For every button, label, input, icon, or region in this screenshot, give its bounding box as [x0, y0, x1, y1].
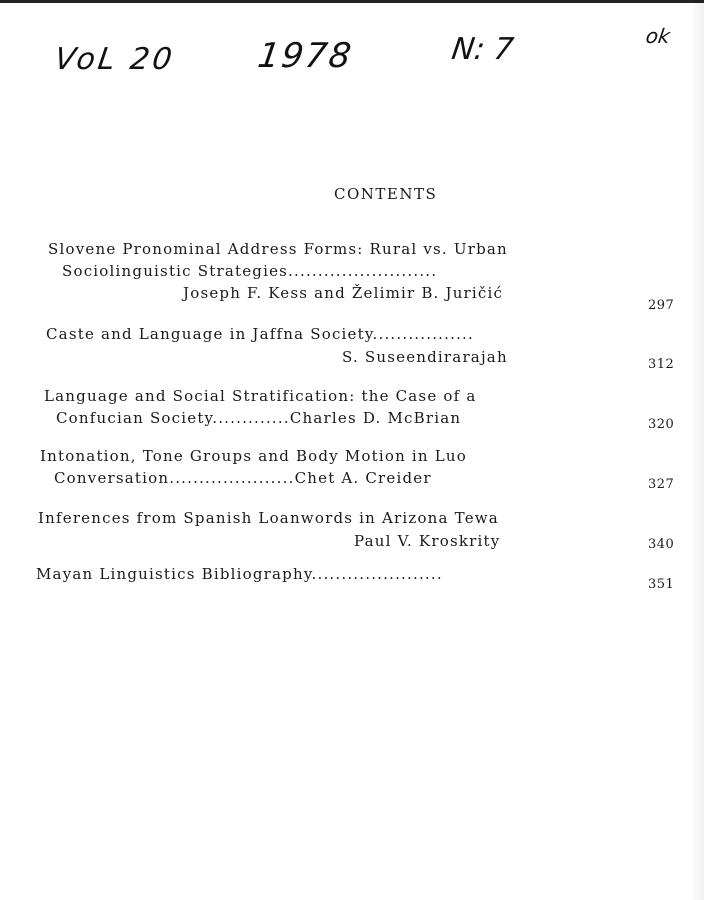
- handwritten-number: N: 7: [449, 32, 516, 67]
- toc-entry-author: S. Suseendirarajah: [342, 348, 508, 366]
- toc-entry-page: 320: [648, 417, 675, 432]
- top-edge-line: [0, 0, 704, 3]
- toc-entry-author: Paul V. Kroskrity: [354, 532, 501, 550]
- handwritten-volume: VoL 20: [52, 42, 178, 77]
- toc-entry-page: 340: [648, 537, 675, 552]
- toc-entry-title: Slovene Pronominal Address Forms: Rural vs. Urban: [48, 240, 508, 258]
- toc-entry-page: 312: [648, 357, 675, 372]
- handwritten-year: 1978: [255, 36, 356, 76]
- page-edge-shadow: [690, 0, 704, 900]
- toc-entry-title: Language and Social Stratification: the Case of a: [44, 387, 477, 405]
- handwritten-ok-mark: ok: [644, 24, 672, 48]
- toc-entry-title: Intonation, Tone Groups and Body Motion in Luo: [40, 447, 468, 465]
- toc-entry-author: Joseph F. Kess and Želimir B. Juričić: [183, 284, 504, 302]
- toc-entry-title: Mayan Linguistics Bibliography......................: [36, 565, 443, 583]
- toc-entry-title: Caste and Language in Jaffna Society.................: [46, 325, 474, 343]
- toc-entry-title-author: Conversation.....................Chet A. Creider: [54, 469, 432, 487]
- toc-entry-title: Inferences from Spanish Loanwords in Arizona Tewa: [38, 509, 499, 527]
- contents-heading: CONTENTS: [334, 185, 438, 203]
- toc-entry-page: 351: [648, 577, 675, 592]
- toc-entry-page: 297: [648, 298, 675, 313]
- toc-entry-title-author: Confucian Society.............Charles D. McBrian: [56, 409, 462, 427]
- toc-entry-page: 327: [648, 477, 675, 492]
- toc-entry-title: Sociolinguistic Strategies.........................: [62, 262, 438, 280]
